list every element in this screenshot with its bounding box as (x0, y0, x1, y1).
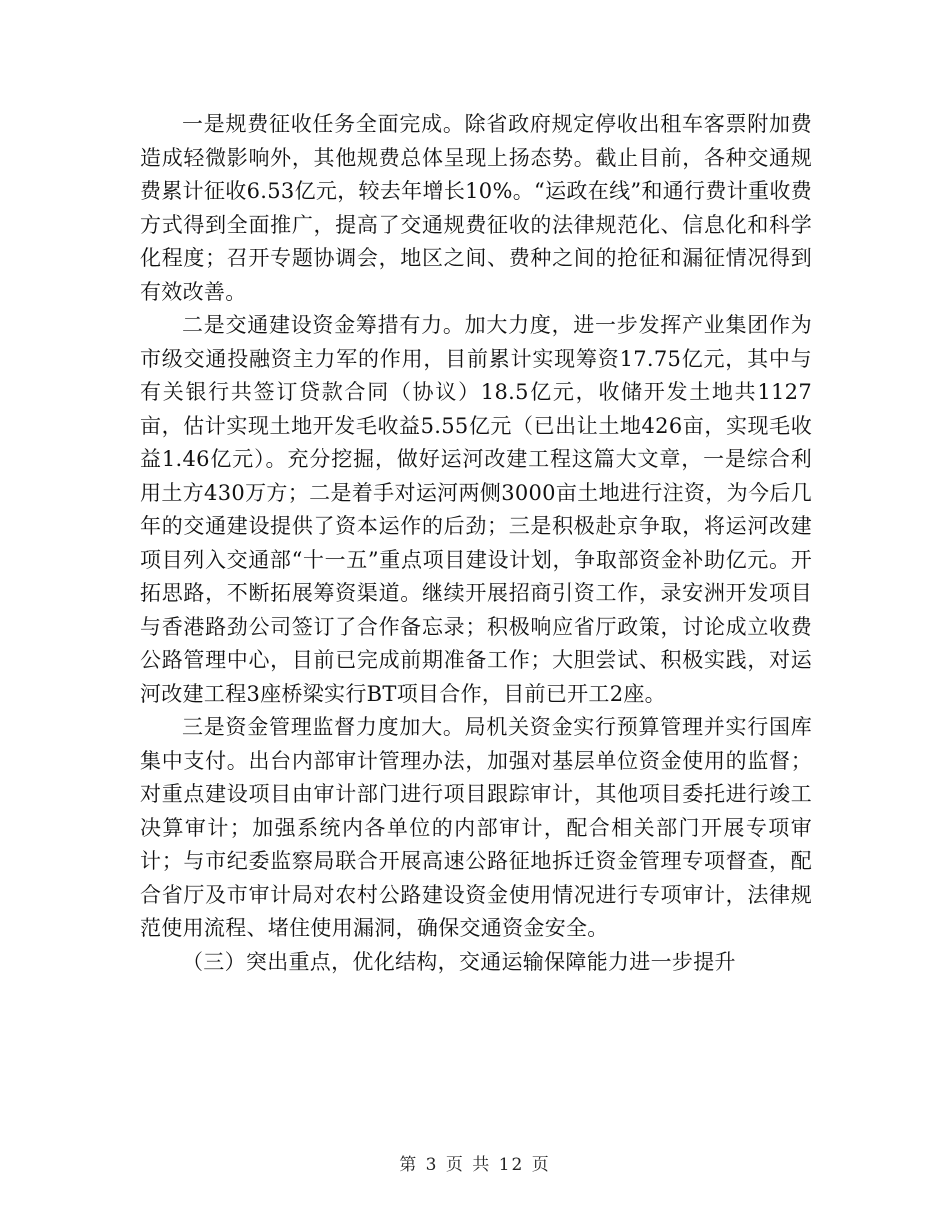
paragraph-supervision: 三是资金管理监督力度加大。局机关资金实行预算管理并实行国库集中支付。出台内部审计管理办法，加强对基层单位资金使用的监督；对重点建设项目由审计部门进行项目跟踪审计，其他项目委托进行竣工决算审计；加强系统内各单位的内部审计，配合相关部门开展专项审计；与市纪委监察局联合开展高速公路征地拆迁资金管理专项督查，配合省厅及市审计局对农村公路建设资金使用情况进行专项审计，法律规范使用流程、堵住使用漏洞，确保交通资金安全。 (140, 715, 812, 940)
section-heading: （三）突出重点，优化结构，交通运输保障能力进一步提升 (182, 949, 736, 974)
document-body (140, 108, 812, 979)
page-number-footer: 第 3 页 共 12 页 (399, 1155, 551, 1175)
paragraph-funding: 二是交通建设资金筹措有力。加大力度，进一步发挥产业集团作为市级交通投融资主力军的作用，目前累计实现筹资17.75亿元，其中与有关银行共签订贷款合同（协议）18.5亿元，收储开发土地共1127亩，估计实现土地开发毛收益5.55亿元（已出让土地426亩，实现毛收益1.46亿元）。充分挖掘，做好运河改建工程这篇大文章，一是综合利用土方430万方；二是着手对运河两侧3000亩土地进行注资，为今后几年的交通建设提供了资本运作的后劲；三是积极赴京争取，将运河改建项目列入交通部“十一五”重点项目建设计划，争取部资金补助亿元。开拓思路，不断拓展筹资渠道。继续开展招商引资工作，录安洲开发项目与香港路劲公司签订了合作备忘录；积极响应省厅政策，讨论成立收费公路管理中心，目前已完成前期准备工作；大胆尝试、积极实践，对运河改建工程3座桥梁实行BT项目合作，目前已开工2座。 (140, 313, 812, 706)
paragraph-fee-collection: 一是规费征收任务全面完成。除省政府规定停收出租车客票附加费造成轻微影响外，其他规费总体呈现上扬态势。截止目前，各种交通规费累计征收6.53亿元，较去年增长10%。“运政在线”和通行费计重收费方式得到全面推广，提高了交通规费征收的法律规范化、信息化和科学化程度；召开专题协调会，地区之间、费种之间的抢征和漏征情况得到有效改善。 (140, 112, 812, 304)
